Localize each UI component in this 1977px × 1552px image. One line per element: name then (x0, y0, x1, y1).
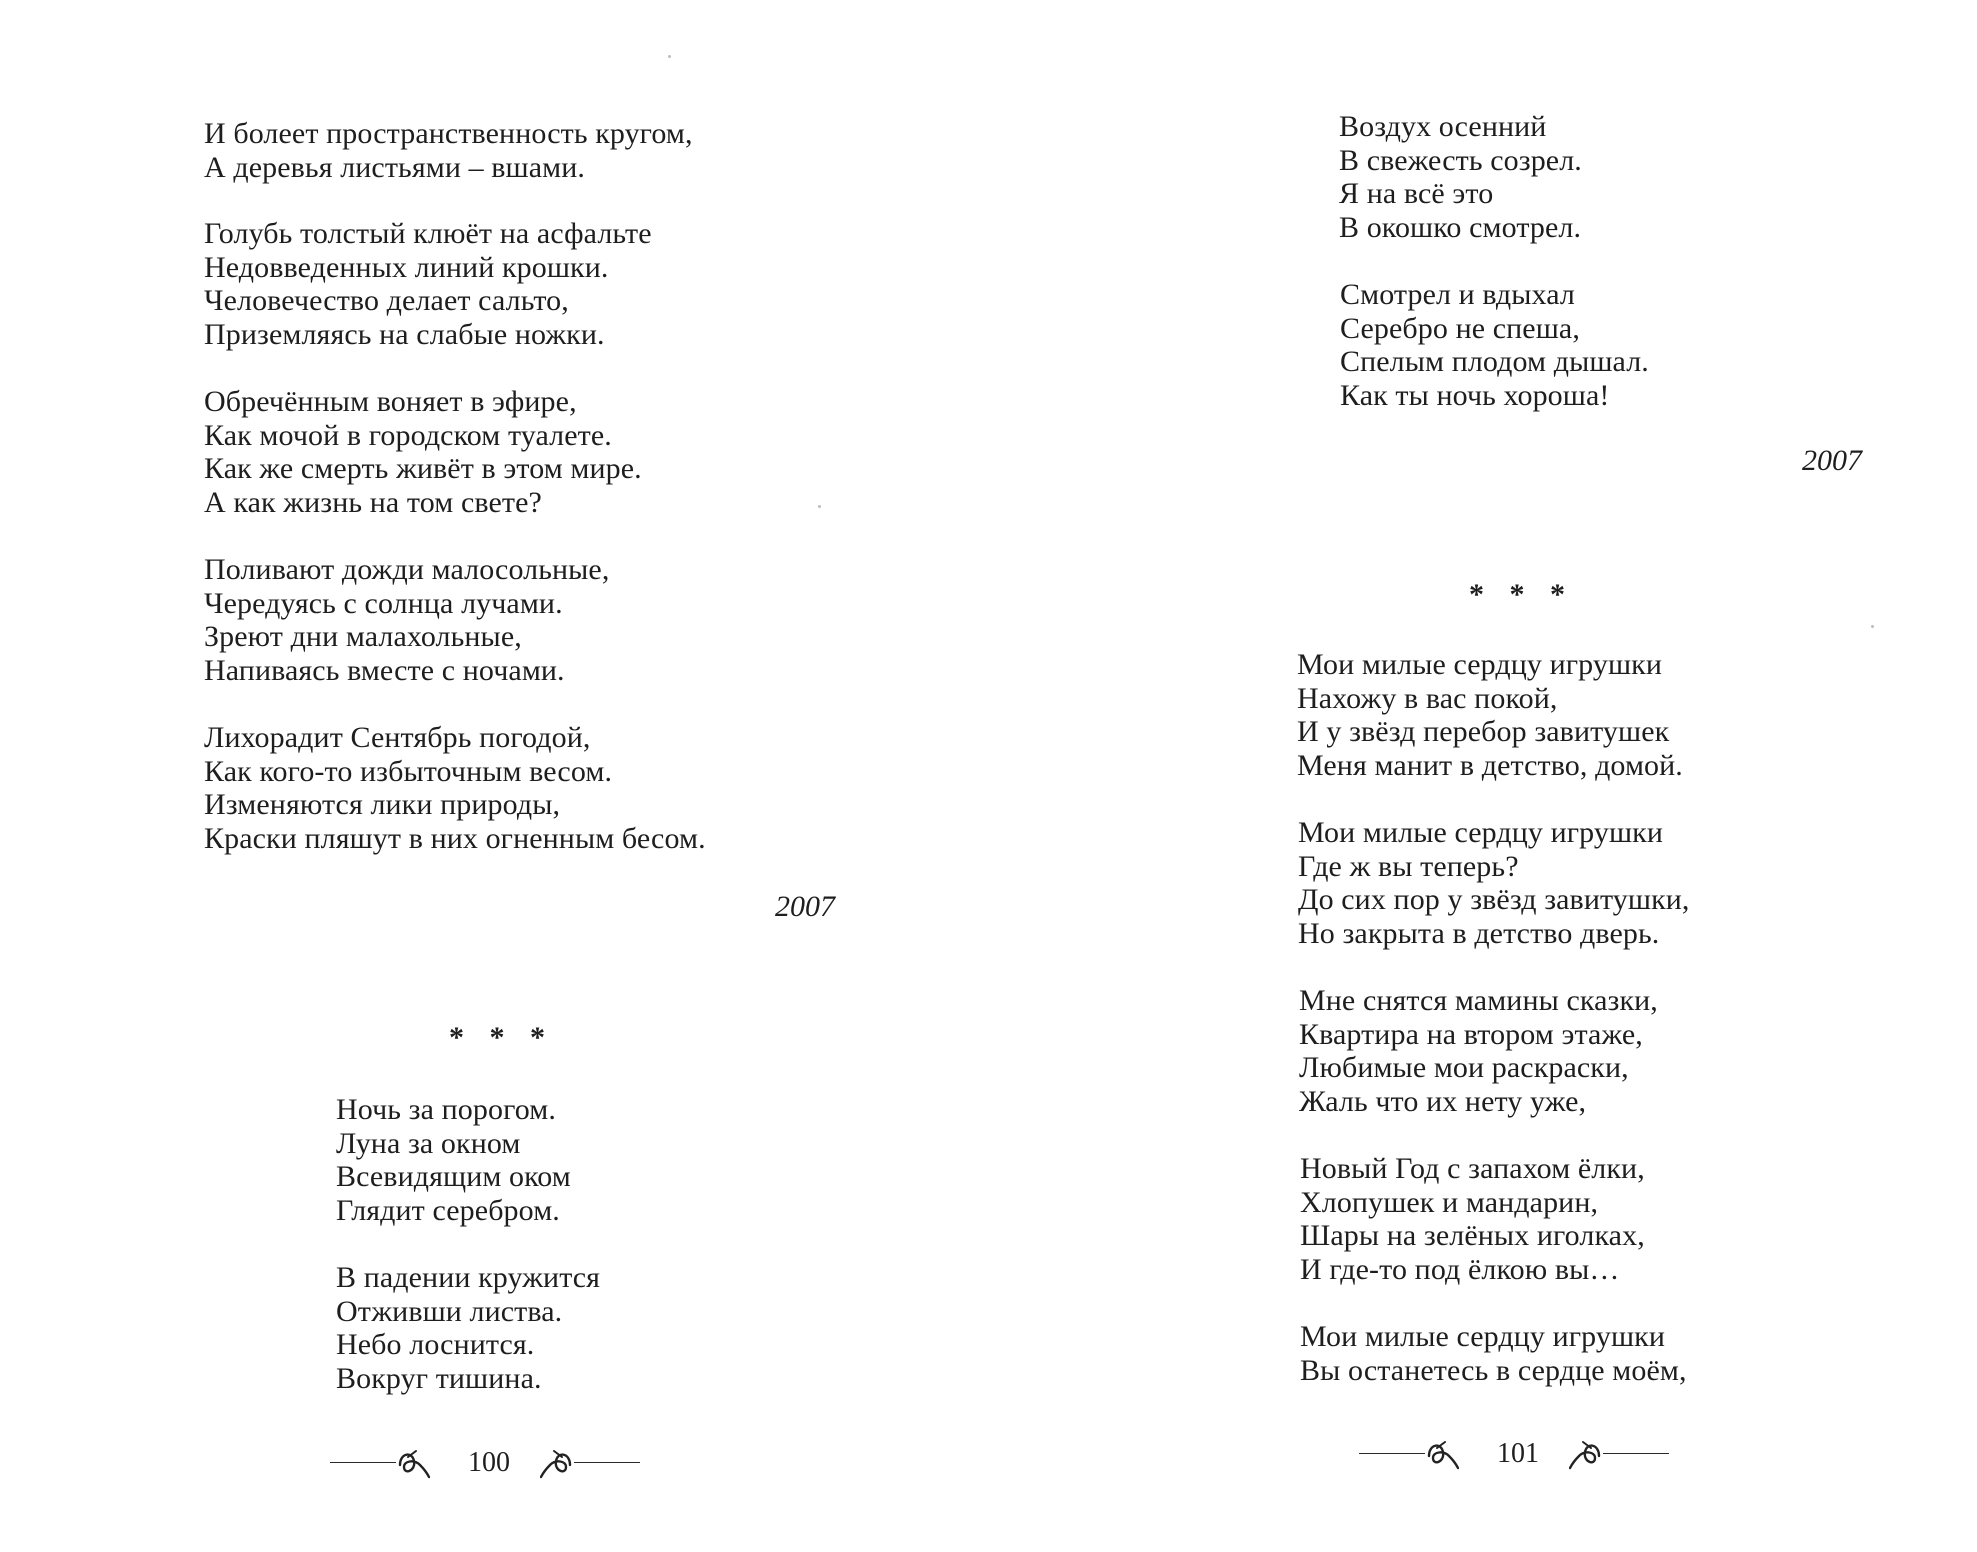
poem-line: Луна за окном (336, 1126, 521, 1160)
poem-line: Краски пляшут в них огненным бесом. (204, 821, 706, 855)
poem-line: Вокруг тишина. (336, 1361, 542, 1395)
poem-line: Вы останетесь в сердце моём, (1300, 1353, 1687, 1387)
poem-line: Спелым плодом дышал. (1340, 345, 1649, 378)
stanza (204, 385, 642, 519)
poem-line: Небо лоснится. (336, 1328, 535, 1361)
poem-line: Ночь за порогом. (336, 1093, 556, 1126)
page-number: 100 (468, 1447, 510, 1478)
poem-line: Мне снятся мамины сказки, (1299, 984, 1658, 1017)
poem-line: Как кого-то избыточным весом. (204, 754, 613, 788)
stanza (1339, 110, 1582, 244)
poem-line: Квартира на втором этаже, (1299, 1017, 1643, 1051)
footer-rule (330, 1462, 396, 1463)
footer-rule (1359, 1453, 1425, 1454)
page-footer (1359, 1434, 1699, 1474)
flourish-ornament-icon (1425, 1438, 1459, 1470)
stanza (1340, 278, 1649, 412)
poem-date: 2007 (1802, 444, 1862, 477)
flourish-ornament-icon (396, 1447, 430, 1479)
footer-rule (574, 1462, 640, 1463)
poem-line: Всевидящим оком (336, 1160, 571, 1193)
poem-line: Новый Год с запахом ёлки, (1300, 1152, 1645, 1185)
poem-line: Смотрел и вдыхал (1340, 278, 1576, 311)
poem-line: В свежесть созрел. (1339, 143, 1582, 177)
poem-line: Как ты ночь хороша! (1340, 378, 1610, 412)
paper-speck (1871, 625, 1874, 628)
flourish-ornament-icon (1569, 1438, 1603, 1470)
stanza (204, 117, 693, 184)
page-footer (330, 1443, 670, 1483)
right-page (988, 0, 1977, 1552)
paper-speck (818, 505, 821, 508)
stanza (1300, 1152, 1645, 1286)
poem-line: Нахожу в вас покой, (1297, 681, 1558, 715)
stanza (336, 1261, 600, 1395)
poem-line: Хлопушек и мандарин, (1300, 1185, 1599, 1219)
stanza (336, 1093, 571, 1227)
poem-line: А как жизнь на том свете? (204, 485, 542, 519)
poem-line: Обречённым воняет в эфире, (204, 385, 577, 418)
poem-line: Недовведенных линий крошки. (204, 250, 609, 284)
poem-line: Я на всё это (1339, 177, 1494, 210)
paper-speck (668, 55, 671, 58)
poem-line: Мои милые сердцу игрушки (1298, 816, 1663, 849)
poem-line: Глядит серебром. (336, 1193, 560, 1227)
poem-line: Жаль что их нету уже, (1299, 1084, 1587, 1118)
page-number: 101 (1497, 1438, 1539, 1469)
poem-line: Мои милые сердцу игрушки (1300, 1320, 1665, 1353)
poem-line: Воздух осенний (1339, 110, 1547, 143)
poem-line: Меня манит в детство, домой. (1297, 748, 1683, 782)
stanza (204, 217, 652, 351)
poem-line: До сих пор у звёзд завитушки, (1298, 883, 1690, 916)
stanza (204, 721, 706, 855)
flourish-ornament-icon (540, 1447, 574, 1479)
poem-line: И у звёзд перебор завитушек (1297, 715, 1670, 748)
poem-line: И где-то под ёлкою вы… (1300, 1252, 1620, 1286)
poem-line: В падении кружится (336, 1261, 601, 1294)
poem-line: Приземляясь на слабые ножки. (204, 317, 605, 351)
poem-line: Человечество делает сальто, (204, 284, 569, 317)
poem-line: А деревья листьями – вшами. (204, 150, 585, 184)
poem-line: Чередуясь с солнца лучами. (204, 586, 563, 620)
left-page (0, 0, 988, 1552)
stanza (1297, 648, 1683, 782)
poem-line: Мои милые сердцу игрушки (1297, 648, 1662, 681)
poem-line: Как же смерть живёт в этом мире. (204, 452, 642, 485)
poem-line: Как мочой в городском туалете. (204, 418, 612, 452)
stanza (1298, 816, 1690, 950)
poem-line: Где ж вы теперь? (1298, 849, 1519, 883)
poem-date: 2007 (775, 890, 835, 923)
poem-line: Лихорадит Сентябрь погодой, (204, 721, 591, 754)
stanza (1300, 1320, 1687, 1387)
poem-line: В окошко смотрел. (1339, 210, 1582, 244)
poem-line: Поливают дожди малосольные, (204, 553, 610, 586)
poem-line: Шары на зелёных иголках, (1300, 1219, 1645, 1252)
stanza (204, 553, 609, 687)
poem-line: Голубь толстый клюёт на асфальте (204, 217, 652, 250)
poem-line: Изменяются лики природы, (204, 788, 561, 821)
poem-line: Но закрыта в детство дверь. (1298, 916, 1660, 950)
poem-line: Любимые мои раскраски, (1299, 1051, 1629, 1084)
stanza (1299, 984, 1658, 1118)
footer-rule (1603, 1453, 1669, 1454)
poem-line: Отживши листва. (336, 1294, 563, 1328)
poem-line: Серебро не спеша, (1340, 311, 1580, 345)
poem-line: Зреют дни малахольные, (204, 620, 522, 653)
poem-line: Напиваясь вместе с ночами. (204, 653, 565, 687)
poem-line: И болеет пространственность кругом, (204, 117, 693, 150)
poem-separator: * * * (449, 1021, 554, 1054)
poem-separator: * * * (1469, 578, 1574, 611)
